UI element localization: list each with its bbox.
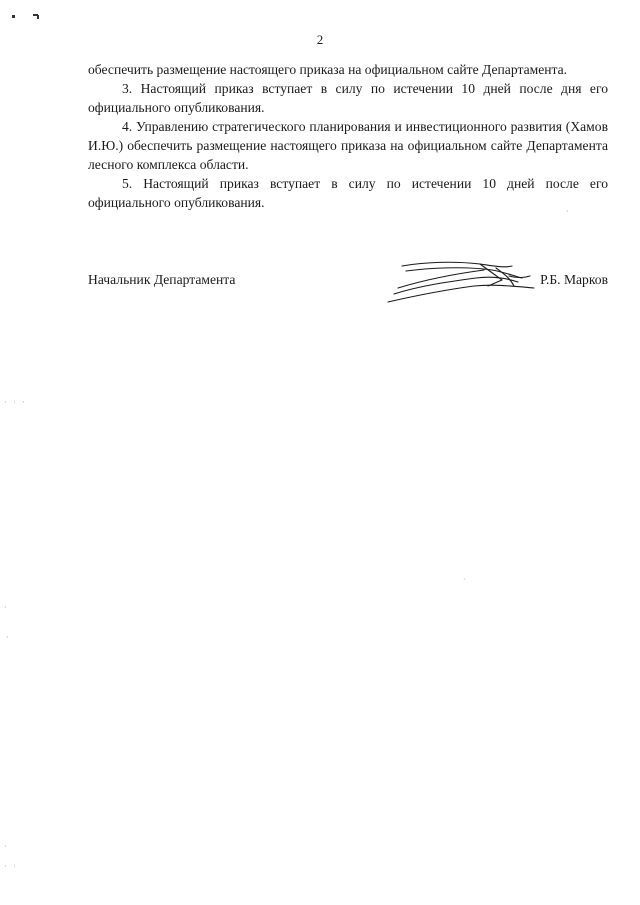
scan-dots: · <box>463 575 468 584</box>
scan-dots: · <box>6 633 11 642</box>
scan-mark-tick-tail <box>37 15 39 19</box>
scan-dots: · <box>4 842 9 851</box>
paragraph-3: 3. Настоящий приказ вступает в силу по истечении 10 дней после дня его официального опубликования. <box>88 81 608 115</box>
paragraph-5: 5. Настоящий приказ вступает в силу по истечении 10 дней после его официального опубликования. <box>88 176 608 210</box>
page-number: 2 <box>316 32 324 47</box>
scan-dots: · · · <box>4 398 27 407</box>
paragraph-4: 4. Управлению стратегического планирования и инвестиционного развития (Хамов И.Ю.) обеспечить размещение настоящего приказа на официальном сайте Департамента лесного комплекса области. <box>88 119 608 172</box>
scan-dots: · <box>4 603 9 612</box>
paragraph-continuation: обеспечить размещение настоящего приказа на официальном сайте Департамента. <box>88 62 568 77</box>
signer-name: Р.Б. Марков <box>540 272 608 287</box>
scan-dots: · <box>566 207 571 216</box>
scan-dots: · · <box>4 862 18 871</box>
signer-title: Начальник Департамента <box>88 272 236 287</box>
scan-mark-dot <box>12 15 15 18</box>
document-body <box>88 60 608 212</box>
handwritten-signature <box>384 256 544 306</box>
